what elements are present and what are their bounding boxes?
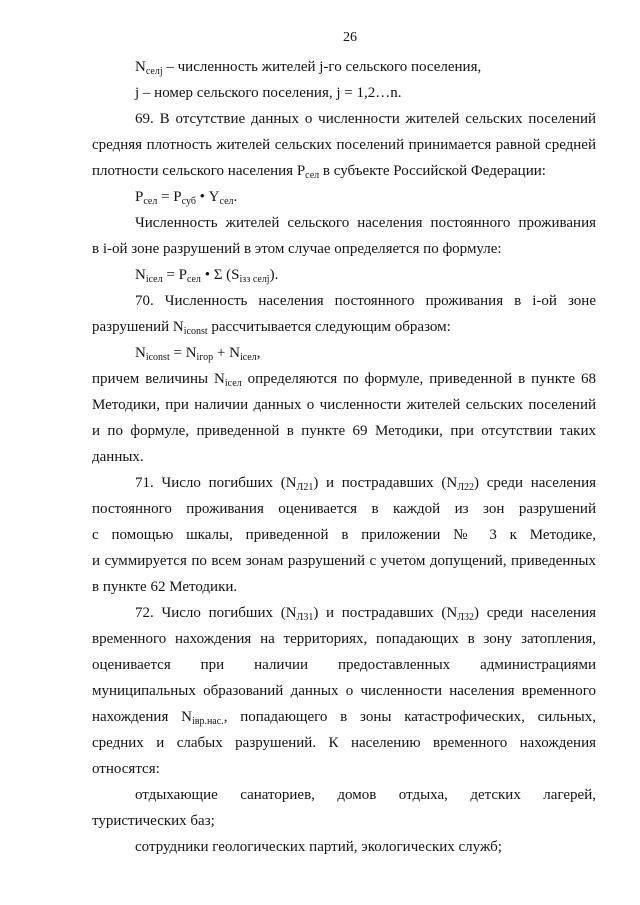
subscript: iвр.нас. <box>191 716 224 727</box>
text-line <box>92 522 596 548</box>
text-line <box>92 652 596 678</box>
text-run: , <box>256 345 261 361</box>
text-run: 70. Численность населения постоянного проживания в i-ой зоне <box>135 293 596 309</box>
paragraph-69 <box>92 106 596 184</box>
text-run: нахождения N <box>92 709 192 725</box>
text-run: относятся: <box>92 761 160 777</box>
text-line <box>92 730 596 756</box>
text-line <box>92 548 596 574</box>
text-run: и по формуле, приведенной в пункте 69 Методики, при отсутствии таких <box>92 423 596 439</box>
text-run: ) и пострадавших (N <box>313 475 458 491</box>
subscript: iсел <box>224 378 242 389</box>
text-line <box>92 80 596 106</box>
text-run: в i-ой зоне разрушений в этом случае определяется по формуле: <box>92 241 502 257</box>
text-run: • Y <box>195 189 220 205</box>
subscript: селj <box>145 66 163 77</box>
text-line <box>92 626 596 652</box>
text-run: 71. Число погибших (N <box>135 475 297 491</box>
text-run: отдыхающие санаториев, домов отдыха, детских лагерей, <box>135 787 596 803</box>
text-line <box>92 392 596 418</box>
text-run: + N <box>213 345 240 361</box>
subscript: сел <box>143 196 158 207</box>
text-line <box>92 600 596 626</box>
text-run: = P <box>162 267 187 283</box>
page-number: 26 <box>343 30 357 45</box>
text-run: = N <box>169 345 197 361</box>
text-line <box>92 834 596 860</box>
paragraph-continuation <box>92 366 596 470</box>
text-run: разрушений N <box>92 319 184 335</box>
subscript: iсел <box>239 352 257 363</box>
paragraph-71 <box>92 470 596 600</box>
text-run: , попадающего в зоны катастрофических, сильных, <box>223 709 596 725</box>
text-run: ) среди населения <box>474 605 596 621</box>
text-run: плотности сельского населения P <box>92 163 306 179</box>
subscript: iconst <box>183 326 208 337</box>
text-run: временного нахождения на территориях, попадающих в зону затопления, <box>92 631 596 647</box>
definition-j <box>92 80 596 106</box>
text-line <box>92 444 596 470</box>
text-line <box>92 314 596 340</box>
text-run: средняя плотность жителей сельских поселений принимается равной средней <box>92 137 596 153</box>
subscript: Л22 <box>457 482 475 493</box>
text-run: N <box>135 59 146 75</box>
formula-n-i-sel <box>92 262 596 288</box>
text-run: N <box>135 345 146 361</box>
text-line <box>92 782 596 808</box>
text-run: в пункте 62 Методики. <box>92 579 238 595</box>
text-run: • Σ (S <box>200 267 240 283</box>
list-item-vacationers <box>92 782 596 834</box>
text-run: причем величины N <box>92 371 225 387</box>
text-run: сотрудники геологических партий, экологических служб; <box>135 839 502 855</box>
list-item-employees <box>92 834 596 860</box>
text-line <box>92 262 596 288</box>
text-run: Методики, при наличии данных о численности жителей сельских поселений <box>92 397 596 413</box>
text-line <box>92 808 596 834</box>
text-line <box>92 574 596 600</box>
subscript: iсел <box>145 274 163 285</box>
text-run: ) и пострадавших (N <box>313 605 458 621</box>
subscript: iгор <box>196 352 214 363</box>
text-run: средних и слабых разрушений. К населению временного нахождения <box>92 735 596 751</box>
text-run: с помощью шкалы, приведенной в приложении № 3 к Методике, <box>92 527 596 543</box>
text-run: N <box>135 267 146 283</box>
definition-n-sel-j <box>92 54 596 80</box>
text-run: – численность жителей j-го сельского поселения, <box>162 59 482 75</box>
text-line <box>92 210 596 236</box>
formula-n-iconst <box>92 340 596 366</box>
text-line <box>92 54 596 80</box>
subscript: Л21 <box>296 482 314 493</box>
paragraph-72 <box>92 600 596 782</box>
text-run: постоянного проживания оценивается в каждой из зон разрушений <box>92 501 596 517</box>
text-line <box>92 158 596 184</box>
text-run: . <box>233 189 238 205</box>
text-line <box>92 366 596 392</box>
text-line <box>92 340 596 366</box>
text-run: 72. Число погибших (N <box>135 605 297 621</box>
text-run: = P <box>157 189 182 205</box>
subscript: сел <box>219 196 234 207</box>
text-line <box>92 418 596 444</box>
text-run: P <box>135 189 144 205</box>
text-run: туристических баз; <box>92 813 215 829</box>
subscript: iзз селj <box>239 274 270 285</box>
text-line <box>92 288 596 314</box>
text-run: ) среди населения <box>474 475 596 491</box>
text-line <box>92 236 596 262</box>
text-line <box>92 106 596 132</box>
text-line <box>92 756 596 782</box>
formula-p-sel <box>92 184 596 210</box>
document-body <box>92 54 596 860</box>
subscript: суб <box>181 196 196 207</box>
paragraph-70 <box>92 288 596 340</box>
subscript: сел <box>305 170 320 181</box>
text-line <box>92 132 596 158</box>
text-line <box>92 496 596 522</box>
text-run: Численность жителей сельского населения постоянного проживания <box>135 215 596 231</box>
text-run: ). <box>269 267 279 283</box>
text-run: j – номер сельского поселения, j = 1,2…n. <box>135 85 402 101</box>
paragraph-rural-population <box>92 210 596 262</box>
text-run: данных. <box>92 449 144 465</box>
text-line <box>92 678 596 704</box>
text-run: муниципальных образований данных о численности населения временного <box>92 683 596 699</box>
text-run: рассчитывается следующим образом: <box>207 319 451 335</box>
subscript: Л32 <box>457 612 475 623</box>
text-run: в субъекте Российской Федерации: <box>319 163 546 179</box>
subscript: Л31 <box>296 612 314 623</box>
subscript: сел <box>186 274 201 285</box>
text-line <box>92 470 596 496</box>
text-run: 69. В отсутствие данных о численности жителей сельских поселений <box>135 111 596 127</box>
text-run: оценивается при наличии предоставленных администрациями <box>92 657 596 673</box>
text-run: определяются по формуле, приведенной в пункте 68 <box>241 371 596 387</box>
subscript: iconst <box>145 352 170 363</box>
text-line <box>92 184 596 210</box>
text-run: и суммируется по всем зонам разрушений с учетом допущений, приведенных <box>92 553 596 569</box>
text-line <box>92 704 596 730</box>
